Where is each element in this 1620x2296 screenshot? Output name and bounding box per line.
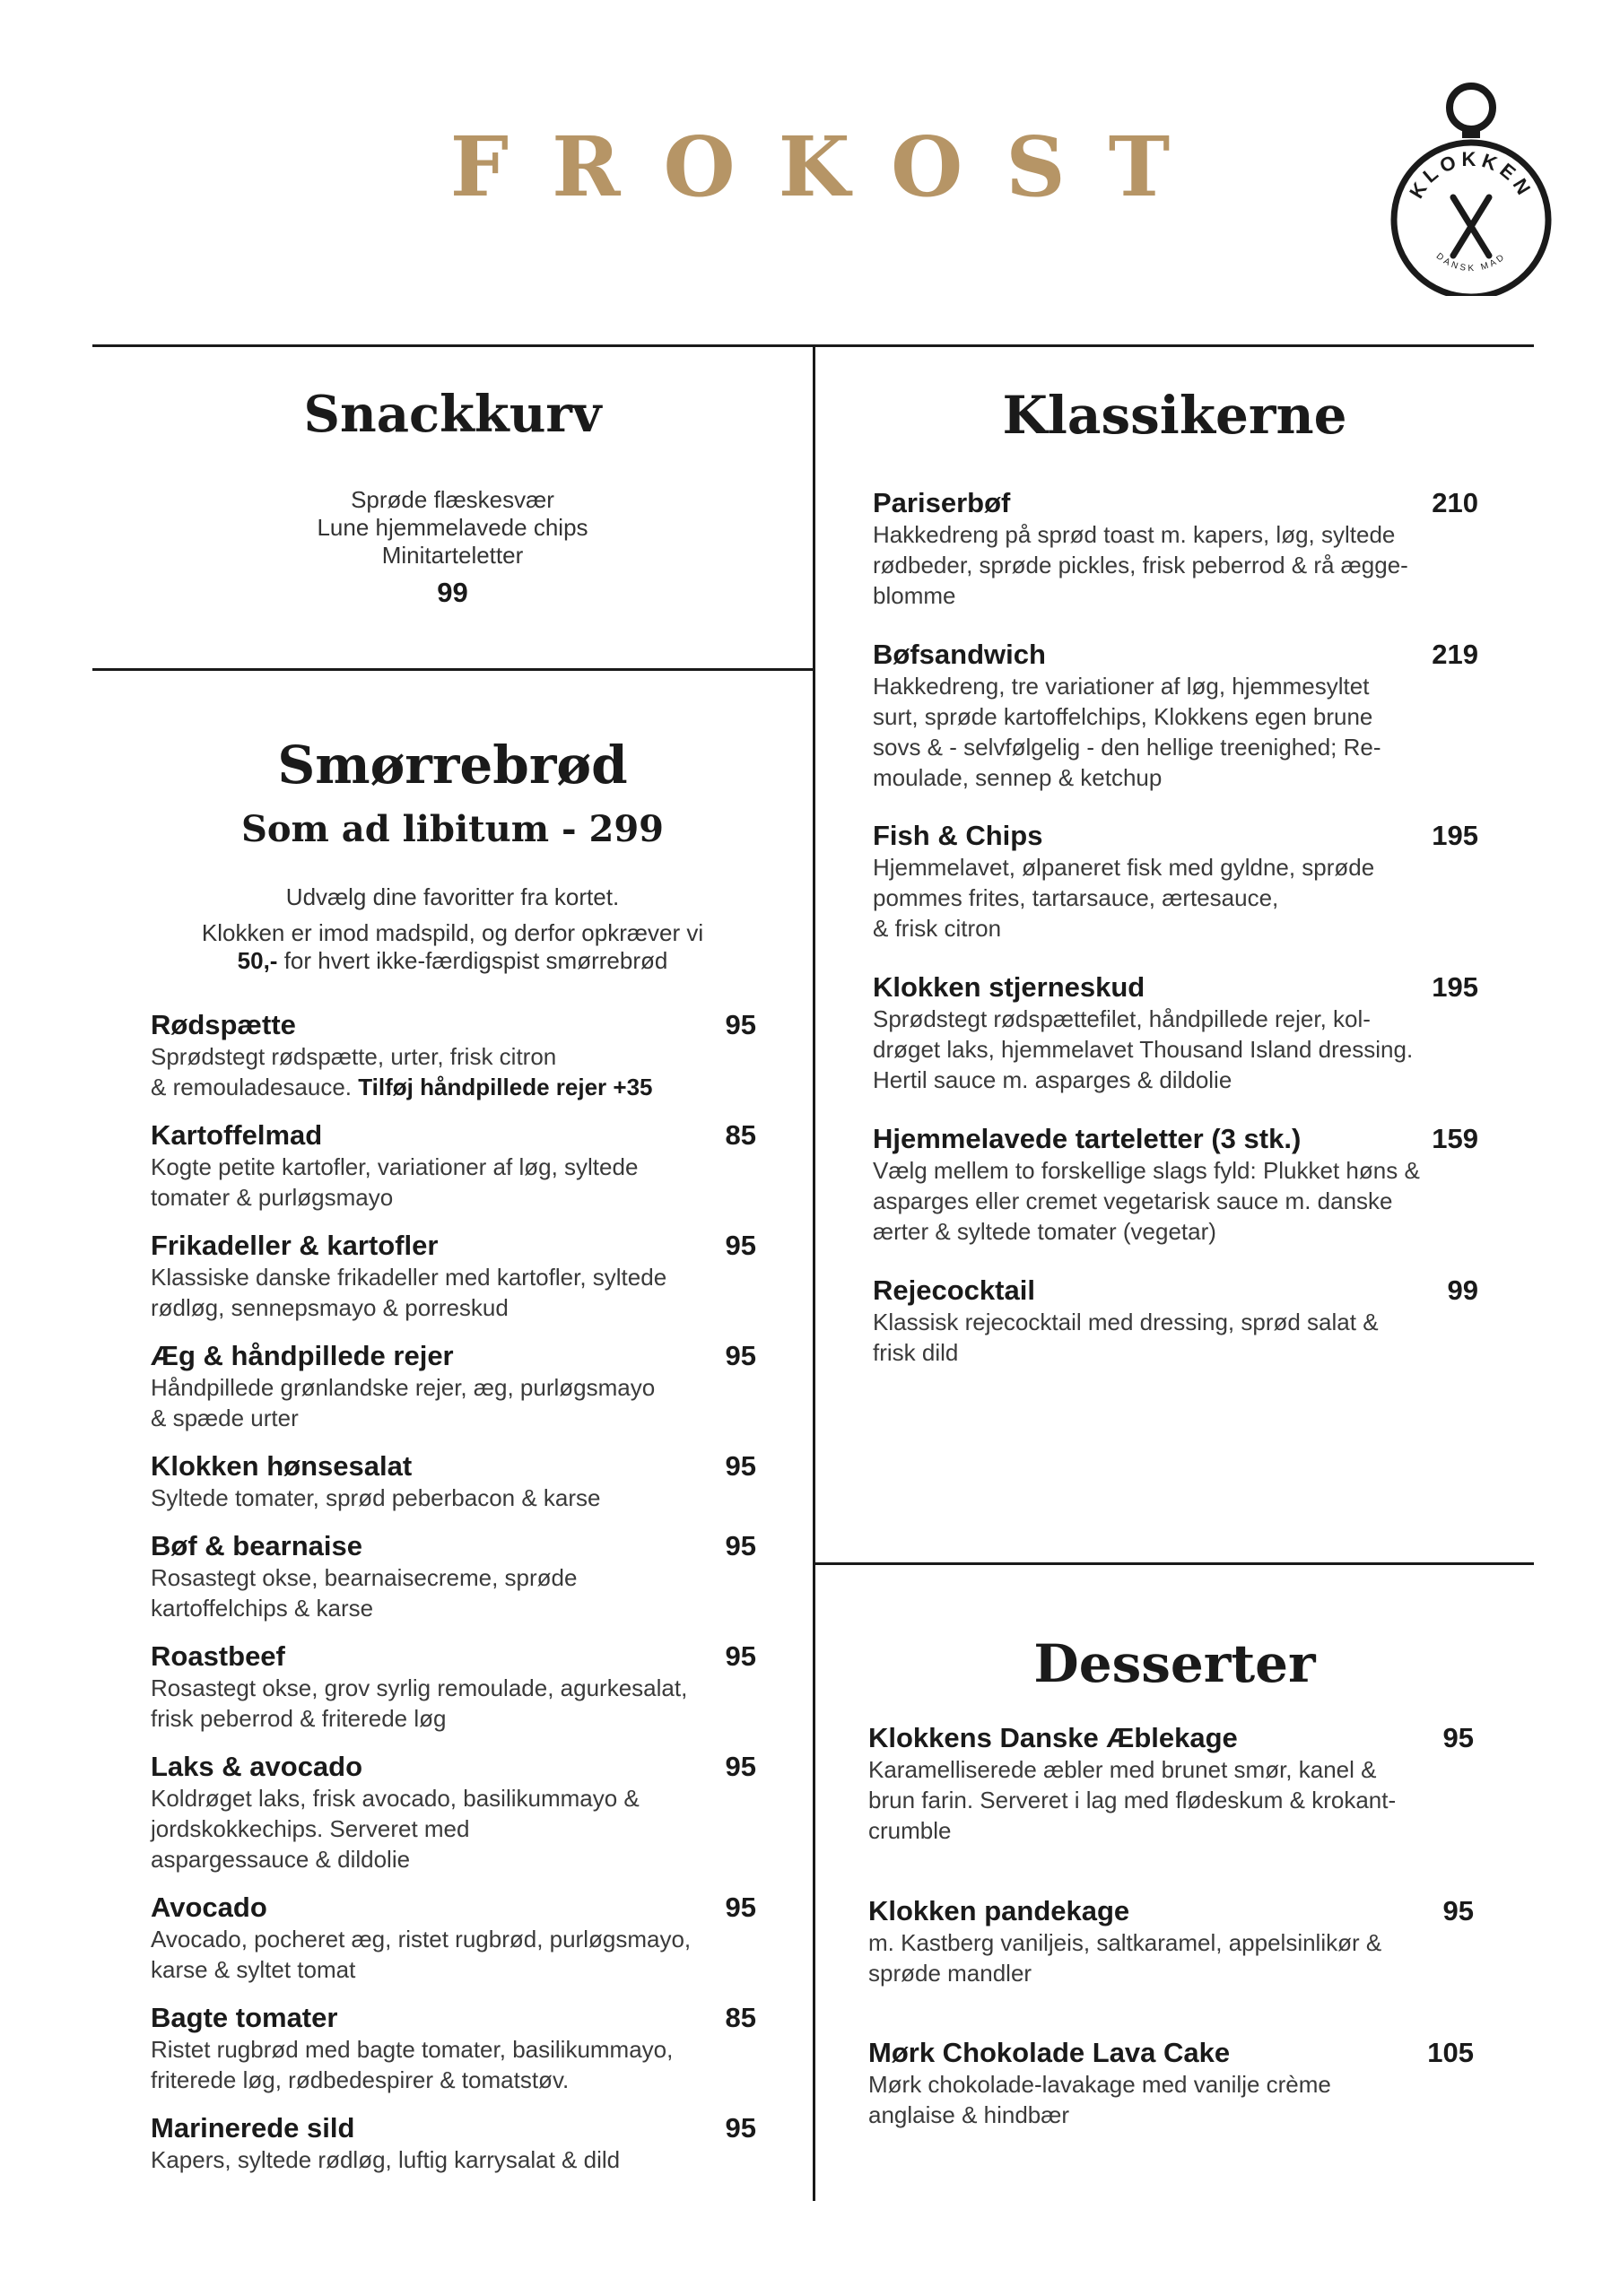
menu-item: Marinerede sild 95 Kapers, syltede rødløg, luftig karrysalat & dild — [151, 2112, 756, 2173]
item-name: Laks & avocado — [151, 1751, 363, 1782]
klassikerne-title: Klassikerne — [1002, 385, 1347, 446]
menu-item: Bøfsandwich 219 Hakkedreng, tre variationer af løg, hjemmesyltet surt, sprøde kartoffelchips, Klokkens egen brune sovs & - selvfølgelig - den hellige treenighed; Re- moulade, sennep & ketchup — [873, 639, 1478, 791]
menu-item: Mørk Chokolade Lava Cake 105 Mørk chokolade-lavakage med vanilje crème anglaise & hindbær — [868, 2037, 1474, 2128]
item-name: Mørk Chokolade Lava Cake — [868, 2037, 1231, 2068]
item-name: Rødspætte — [151, 1009, 296, 1040]
item-name: Klokken stjerneskud — [873, 971, 1145, 1003]
item-name: Bøf & bearnaise — [151, 1530, 363, 1561]
divider-vertical — [813, 344, 815, 2201]
item-price: 95 — [725, 1230, 756, 1261]
svg-text:DANSK MAD — [1434, 251, 1509, 274]
intro-line: Klokken er imod madspild, og derfor opkræver vi — [201, 919, 704, 946]
fork-knife-icon — [1453, 197, 1489, 256]
snackkurv-list — [92, 486, 813, 606]
divider-left — [92, 668, 813, 671]
item-name: Æg & håndpillede rejer — [151, 1340, 454, 1371]
item-name: Fish & Chips — [873, 820, 1043, 851]
item-price: 105 — [1427, 2037, 1474, 2068]
item-name: Klokken pandekage — [868, 1895, 1130, 1926]
snackkurv-price: 99 — [437, 577, 468, 608]
menu-item: Avocado 95 Avocado, pocheret æg, ristet rugbrød, purløgsmayo, karse & syltet tomat — [151, 1892, 756, 1983]
item-name: Frikadeller & kartofler — [151, 1230, 439, 1261]
item-price: 195 — [1432, 971, 1478, 1003]
smorrebrod-title: Smørrebrød — [277, 735, 628, 796]
snack-line: Lune hjemmelavede chips — [317, 514, 588, 541]
klokken-logo — [1386, 81, 1556, 296]
item-name: Avocado — [151, 1892, 267, 1923]
item-price: 95 — [725, 2112, 756, 2144]
menu-item: Fish & Chips 195 Hjemmelavet, ølpaneret fisk med gyldne, sprøde pommes frites, tartarsauce, ærtesauce, & frisk citron — [873, 820, 1478, 942]
item-price: 95 — [1442, 1895, 1474, 1926]
menu-item: Hjemmelavede tarteletter (3 stk.) 159 Vælg mellem to forskellige slags fyld: Plukket høns & asparges eller cremet vegetarisk sauce m. danske ærter & syltede tomater (vegetar) — [873, 1123, 1478, 1245]
divider-right — [813, 1562, 1534, 1565]
menu-item: Bøf & bearnaise 95 Rosastegt okse, bearnaisecreme, sprøde kartoffelchips & karse — [151, 1530, 756, 1622]
smorrebrod-intro — [92, 883, 813, 975]
item-name: Klokken hønsesalat — [151, 1450, 413, 1482]
menu-item: Frikadeller & kartofler 95 Klassiske danske frikadeller med kartofler, syltede rødløg, sennepsmayo & porreskud — [151, 1230, 756, 1321]
item-name: Pariserbøf — [873, 487, 1011, 518]
snack-line: Sprøde flæskesvær — [351, 486, 554, 513]
menu-item: Klokken hønsesalat 95 Syltede tomater, sprød peberbacon & karse — [151, 1450, 756, 1511]
menu-item: Pariserbøf 210 Hakkedreng på sprød toast m. kapers, løg, syltede rødbeder, sprøde pickles, frisk peberrod & rå ægge- blomme — [873, 487, 1478, 609]
logo-tagline: DANSK MAD — [1433, 251, 1509, 274]
item-price: 95 — [725, 1892, 756, 1923]
item-name: Kartoffelmad — [151, 1119, 323, 1151]
desserter-title: Desserter — [1033, 1633, 1316, 1694]
menu-item: Rejecocktail 99 Klassisk rejecocktail med dressing, sprød salat & frisk dild — [873, 1274, 1478, 1366]
item-price: 195 — [1432, 820, 1478, 851]
item-price: 159 — [1432, 1123, 1478, 1154]
item-price: 95 — [725, 1340, 756, 1371]
item-name: Klokkens Danske Æblekage — [868, 1722, 1238, 1753]
item-name: Bagte tomater — [151, 2002, 338, 2033]
menu-item: Klokkens Danske Æblekage 95 Karamelliserede æbler med brunet smør, kanel & brun farin. Serveret i lag med flødeskum & krokant- crumble — [868, 1722, 1474, 1844]
menu-item: Bagte tomater 85 Ristet rugbrød med bagte tomater, basilikummayo, friterede løg, rødbedespirer & tomatstøv. — [151, 2002, 756, 2093]
item-name: Hjemmelavede tarteletter (3 stk.) — [873, 1123, 1302, 1154]
item-price: 210 — [1432, 487, 1478, 518]
item-price: 99 — [1447, 1274, 1478, 1306]
logo-name: KLOKKEN — [1405, 148, 1537, 203]
item-price: 219 — [1432, 639, 1478, 670]
menu-item: Rødspætte 95 Sprødstegt rødspætte, urter, frisk citron & remouladesauce. Tilføj håndpillede rejer +35 — [151, 1009, 756, 1100]
item-price: 95 — [725, 1450, 756, 1482]
menu-item: Klokken stjerneskud 195 Sprødstegt rødspættefilet, håndpillede rejer, kol- drøget laks, hjemmelavet Thousand Island dressing. Hertil sauce m. asparges & dildolie — [873, 971, 1478, 1093]
page-title: FROKOST — [449, 118, 1214, 215]
item-price: 95 — [725, 1751, 756, 1782]
item-name: Rejecocktail — [873, 1274, 1035, 1306]
snackkurv-title: Snackkurv — [303, 385, 602, 444]
menu-item: Æg & håndpillede rejer 95 Håndpillede grønlandske rejer, æg, purløgsmayo & spæde urter — [151, 1340, 756, 1431]
menu-item: Roastbeef 95 Rosastegt okse, grov syrlig remoulade, agurkesalat, frisk peberrod & friterede løg — [151, 1640, 756, 1732]
item-price: 85 — [725, 2002, 756, 2033]
menu-item: Laks & avocado 95 Koldrøget laks, frisk avocado, basilikummayo & jordskokkechips. Serveret med aspargessauce & dildolie — [151, 1751, 756, 1873]
item-name: Bøfsandwich — [873, 639, 1046, 670]
item-name: Marinerede sild — [151, 2112, 355, 2144]
item-name: Roastbeef — [151, 1640, 285, 1672]
smorrebrod-subtitle: Som ad libitum - 299 — [240, 808, 664, 850]
menu-item: Kartoffelmad 85 Kogte petite kartofler, variationer af løg, syltede tomater & purløgsmayo — [151, 1119, 756, 1211]
item-price: 95 — [725, 1530, 756, 1561]
intro-line: 50,- for hvert ikke-færdigspist smørrebrød — [237, 947, 668, 974]
snack-line: Minitarteletter — [381, 542, 524, 569]
item-price: 95 — [1442, 1722, 1474, 1753]
intro-line: Udvælg dine favoritter fra kortet. — [285, 883, 620, 910]
menu-item: Klokken pandekage 95 m. Kastberg vaniljeis, saltkaramel, appelsinlikør & sprøde mandler — [868, 1895, 1474, 1987]
item-price: 95 — [725, 1640, 756, 1672]
item-price: 85 — [725, 1119, 756, 1151]
item-price: 95 — [725, 1009, 756, 1040]
